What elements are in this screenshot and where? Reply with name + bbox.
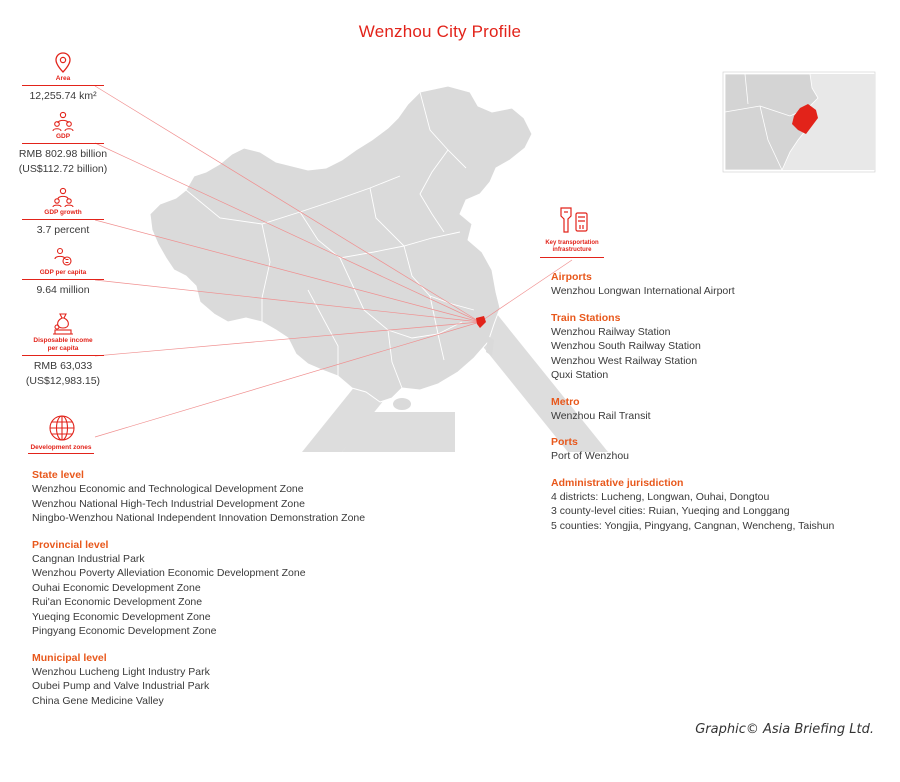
metro-heading: Metro [551, 395, 580, 408]
gdp-value-rmb: RMB 802.98 billion [18, 148, 108, 160]
disposable-income-label [22, 337, 104, 356]
area-value: 12,255.74 km² [29, 90, 97, 102]
administrative-jurisdiction-heading: Administrative jurisdiction [551, 476, 684, 489]
gdp-per-capita-value: 9.64 million [36, 284, 90, 296]
list-item: Wenzhou Lucheng Light Industry Park [32, 665, 210, 678]
list-item: Yueqing Economic Development Zone [32, 610, 211, 623]
stat-gdp-growth [18, 186, 108, 238]
list-item: Wenzhou Rail Transit [551, 409, 651, 422]
list-item: Wenzhou National High-Tech Industrial Development Zone [32, 497, 305, 510]
gdp-value-usd: (US$112.72 billion) [18, 163, 108, 175]
location-pin-icon [54, 52, 72, 74]
transport-label-line2: infrastructure [552, 247, 592, 253]
ports-heading: Ports [551, 436, 578, 448]
money-bag-icon [52, 312, 74, 336]
transport-list [551, 270, 871, 533]
list-item: Wenzhou Longwan International Airport [551, 285, 735, 297]
list-item: 5 counties: Yongjia, Pingyang, Cangnan, Wencheng, Taishun [551, 519, 835, 532]
list-item: Wenzhou Economic and Technological Development Zone [32, 483, 304, 495]
list-item: Wenzhou Railway Station [551, 325, 671, 338]
stat-area [18, 52, 108, 104]
hainan-island [393, 398, 411, 410]
china-outline [150, 86, 532, 402]
stat-gdp-per-capita [18, 246, 108, 298]
stat-disposable-income [18, 312, 108, 389]
gdp-label: GDP [22, 133, 104, 144]
gdp-values [18, 147, 108, 177]
disposable-income-label-line1: Disposable income [33, 337, 93, 344]
person-money-icon [53, 246, 73, 268]
transport-label-line1: Key transportation [545, 240, 599, 246]
state-level-heading: State level [32, 469, 84, 481]
graphic-credit: Graphic© Asia Briefing Ltd. [695, 722, 874, 737]
disposable-income-values [18, 359, 108, 389]
stat-gdp [18, 110, 108, 177]
area-label: Area [22, 75, 104, 86]
globe-icon [48, 414, 76, 442]
list-item: Rui'an Economic Development Zone [32, 596, 203, 608]
people-group-icon [52, 110, 74, 132]
list-item: Wenzhou West Railway Station [551, 354, 698, 367]
disposable-income-label-line2: per capita [47, 345, 79, 352]
list-item: Cangnan Industrial Park [32, 552, 145, 565]
train-stations-heading: Train Stations [551, 311, 621, 324]
list-item: Ouhai Economic Development Zone [32, 581, 201, 594]
list-item: Wenzhou Poverty Alleviation Economic Development Zone [32, 567, 306, 579]
list-item: Ningbo-Wenzhou National Independent Innovation Demonstration Zone [32, 512, 366, 524]
provincial-level-heading: Provincial level [32, 538, 109, 551]
gdp-growth-label: GDP growth [22, 209, 104, 220]
airports-heading: Airports [551, 271, 592, 283]
list-item: 3 county-level cities: Ruian, Yueqing and Longgang [551, 505, 790, 517]
people-growth-icon [52, 186, 74, 208]
page-title: Wenzhou City Profile [358, 22, 522, 41]
list-item: China Gene Medicine Valley [32, 694, 164, 707]
list-item: 4 districts: Lucheng, Longwan, Ouhai, Dongtou [551, 490, 770, 503]
transport-label [540, 240, 604, 258]
gdp-per-capita-label: GDP per capita [22, 269, 104, 280]
development-zones-label: Development zones [28, 444, 94, 454]
municipal-level-heading: Municipal level [32, 651, 107, 664]
list-item: Quxi Station [551, 369, 609, 381]
list-item: Port of Wenzhou [551, 450, 630, 462]
disposable-income-value-usd: (US$12,983.15) [25, 375, 101, 387]
list-item: Oubei Pump and Valve Industrial Park [32, 680, 210, 692]
list-item: Wenzhou South Railway Station [551, 340, 701, 352]
list-item: Pingyang Economic Development Zone [32, 625, 217, 637]
disposable-income-value-rmb: RMB 63,033 [33, 360, 93, 372]
development-zones-list [32, 468, 452, 708]
key-transport-icon [558, 206, 590, 236]
inset-map [723, 72, 875, 172]
gdp-growth-value: 3.7 percent [36, 224, 90, 236]
